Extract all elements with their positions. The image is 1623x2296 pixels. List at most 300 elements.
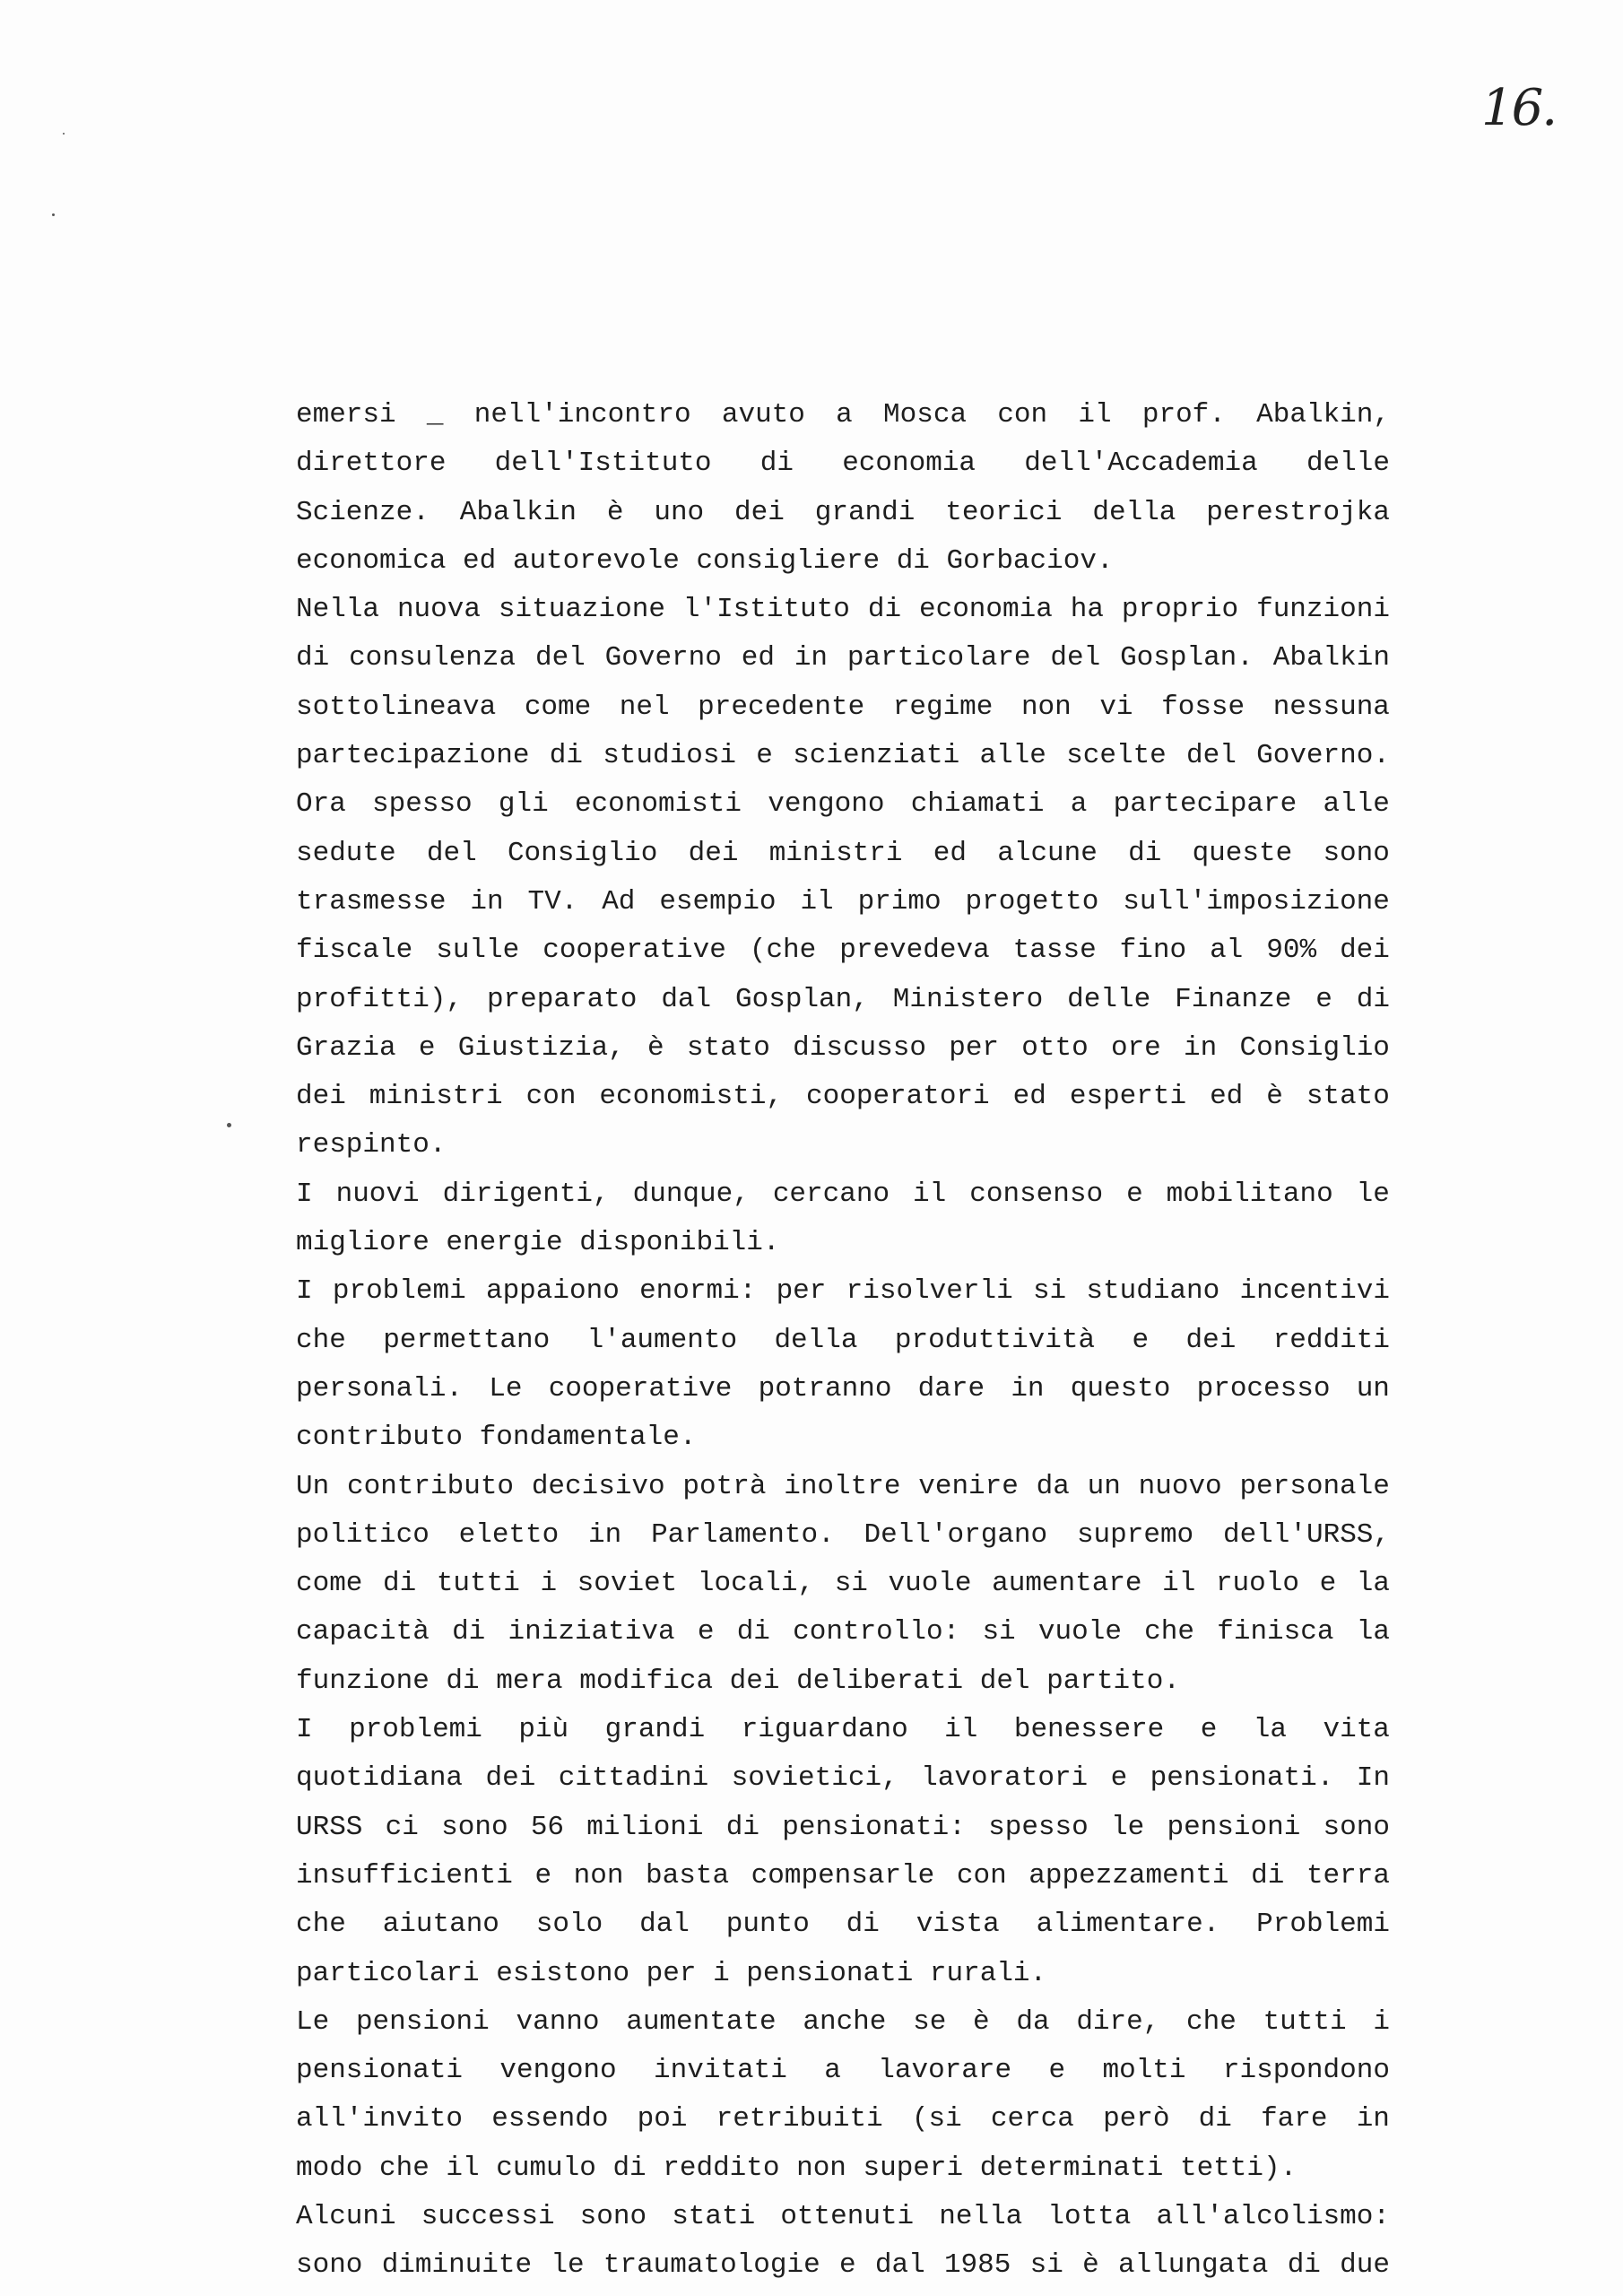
text-line: [296, 926, 1390, 975]
word: teorici: [945, 496, 1063, 528]
text-line: [296, 2193, 1390, 2241]
word: della: [774, 1324, 858, 1356]
word: nel: [619, 691, 670, 723]
word: potranno: [758, 1372, 892, 1405]
word: trasmesse: [296, 885, 447, 918]
word: di: [725, 1811, 759, 1843]
text-line: [296, 1073, 1390, 1121]
word: TV.: [527, 885, 578, 918]
word: scelte: [1066, 740, 1167, 772]
word: chiamati: [910, 788, 1045, 821]
word: dei: [1185, 1324, 1237, 1356]
word: di: [296, 642, 330, 674]
text-line: [296, 1560, 1390, 1608]
word: tutti: [436, 1568, 520, 1600]
word: punto: [725, 1909, 810, 1941]
word: cittadini: [558, 1762, 709, 1795]
word: Abalkin,: [1256, 399, 1390, 430]
word: grandi: [814, 496, 916, 528]
word: si: [1029, 2249, 1063, 2282]
word: vita: [1323, 1714, 1390, 1746]
word: prevedeva: [839, 935, 990, 967]
word: le: [551, 2249, 585, 2282]
word: aumentate: [626, 2005, 777, 2038]
word: Gosplan,: [735, 983, 869, 1015]
word: di: [1128, 837, 1162, 869]
word: potrà: [682, 1470, 767, 1502]
word: di: [759, 448, 794, 480]
word: e: [418, 1031, 436, 1064]
word: vengono: [499, 2055, 617, 2087]
word: situazione: [498, 594, 665, 626]
word: invitati: [654, 2055, 787, 2087]
word: queste: [1192, 837, 1293, 869]
word: Consiglio: [507, 837, 658, 869]
word: si: [834, 1568, 868, 1600]
word: ed: [741, 642, 775, 674]
word: vuole: [1037, 1616, 1122, 1648]
word: di: [846, 1909, 880, 1941]
word: cooperative: [542, 935, 726, 967]
word: e: [1126, 1178, 1143, 1210]
text-line: [296, 1511, 1390, 1560]
text-line: modo che il cumulo di reddito non superi determinati tetti).: [296, 2152, 1298, 2184]
word: lavorare: [878, 2055, 1012, 2087]
page-number: 16.: [1481, 79, 1557, 137]
word: Le: [489, 1372, 523, 1405]
word: e: [1110, 1762, 1128, 1795]
scan-speck: [63, 133, 65, 135]
word: però: [1103, 2103, 1170, 2135]
word: 90%: [1266, 935, 1317, 967]
word: iniziativa: [508, 1616, 675, 1648]
word: stato: [1306, 1081, 1390, 1113]
word: per: [776, 1275, 827, 1308]
word: ed: [933, 837, 967, 869]
word: nella: [939, 2200, 1023, 2232]
word: esperti: [1069, 1081, 1187, 1113]
scan-speck: [52, 213, 55, 216]
text-line: [296, 1317, 1390, 1365]
word: In: [1356, 1762, 1390, 1795]
text-line: [296, 2047, 1390, 2095]
word: anche: [803, 2005, 887, 2038]
word: stato: [686, 1031, 770, 1064]
word: sono: [1323, 1811, 1390, 1843]
word: sono: [1323, 837, 1390, 869]
word: alcune: [997, 837, 1098, 869]
word: problemi: [332, 1275, 466, 1308]
text-line: [296, 732, 1390, 780]
word: l'Istituto: [682, 594, 850, 626]
word: e: [1200, 1714, 1218, 1746]
text-line: [296, 1024, 1390, 1073]
word: redditi: [1272, 1324, 1390, 1356]
word: ed: [1210, 1081, 1244, 1113]
word: che: [296, 1909, 346, 1941]
word: processo: [1196, 1372, 1331, 1405]
word: ministri: [768, 837, 903, 869]
word: ha: [1070, 594, 1104, 626]
word: che: [1186, 2005, 1237, 2038]
word: di: [1287, 2249, 1321, 2282]
word: prof.: [1141, 399, 1226, 430]
word: di: [549, 740, 583, 772]
word: venire: [918, 1470, 1019, 1502]
word: del: [426, 837, 477, 869]
word: supremo: [1076, 1518, 1194, 1551]
word: scienziati: [793, 740, 960, 772]
word: grandi: [604, 1714, 706, 1746]
word: i: [540, 1568, 558, 1600]
word: dal: [661, 983, 712, 1015]
text-line: [296, 830, 1390, 878]
word: produttività: [894, 1324, 1096, 1356]
word: l'aumento: [586, 1324, 738, 1356]
word: particolare: [846, 642, 1031, 674]
word: 1985: [943, 2249, 1011, 2282]
word: incentivi: [1239, 1275, 1390, 1308]
word: enormi:: [639, 1275, 757, 1308]
word: otto: [1021, 1031, 1089, 1064]
word: dire,: [1076, 2005, 1160, 2038]
word: soviet: [577, 1568, 678, 1600]
word: con: [997, 399, 1048, 430]
word: Le: [296, 2005, 330, 2038]
word: dirigenti,: [442, 1178, 610, 1210]
word: personali.: [296, 1372, 464, 1405]
word: dal: [874, 2249, 925, 2282]
word: inoltre: [784, 1470, 901, 1502]
word: essendo: [491, 2103, 609, 2135]
word: sulle: [436, 935, 520, 967]
word: Mosca: [883, 399, 968, 430]
word: fosse: [1161, 691, 1245, 723]
word: personale: [1239, 1470, 1390, 1502]
word: basta: [646, 1859, 730, 1892]
word: proprio: [1121, 594, 1239, 626]
word: un: [1087, 1470, 1121, 1502]
word: permettano: [383, 1324, 551, 1356]
word: dei: [1340, 935, 1390, 967]
word: di: [452, 1616, 486, 1648]
word: vanno: [516, 2005, 600, 2038]
word: la: [1356, 1568, 1390, 1600]
word: alle: [979, 740, 1046, 772]
word: sull'imposizione: [1123, 885, 1390, 918]
word: è: [647, 1031, 664, 1064]
word: dei: [688, 837, 739, 869]
word: ottenuti: [780, 2200, 915, 2232]
word: a: [1070, 788, 1088, 821]
word: come: [524, 691, 592, 723]
word: all'invito: [296, 2103, 464, 2135]
text-line: [296, 2095, 1390, 2144]
word: profitti),: [296, 983, 464, 1015]
word: cooperatori: [806, 1081, 990, 1113]
word: Ora: [296, 788, 346, 821]
word: fino: [1119, 935, 1187, 967]
text-line: [296, 1463, 1390, 1511]
word: I: [296, 1714, 313, 1746]
word: pensionati:: [782, 1811, 966, 1843]
word: dell'Accademia: [1024, 448, 1258, 480]
word: è: [606, 496, 624, 528]
word: e: [1315, 983, 1332, 1015]
word: quotidiana: [296, 1762, 464, 1795]
word: della: [1092, 496, 1176, 528]
word: dell'URSS,: [1222, 1518, 1390, 1551]
word: cercano: [772, 1178, 890, 1210]
text-line: [296, 1852, 1390, 1900]
word: di: [1356, 983, 1390, 1015]
text-line: [296, 1998, 1390, 2047]
word: Governo.: [1256, 740, 1390, 772]
word: al: [1210, 935, 1244, 967]
text-line: contributo fondamentale.: [296, 1422, 697, 1454]
word: che: [1144, 1616, 1194, 1648]
word: vengono: [768, 788, 885, 821]
word: si: [1032, 1275, 1067, 1308]
word: che: [296, 1324, 346, 1356]
text-line: funzione di mera modifica dei deliberati del partito.: [296, 1665, 1180, 1697]
word: diminuite: [381, 2249, 533, 2282]
scan-speck: [227, 1123, 231, 1127]
word: nuovi: [335, 1178, 420, 1210]
word: a: [824, 2055, 841, 2087]
word: le: [1356, 1178, 1390, 1210]
word: (si: [911, 2103, 962, 2135]
word: _: [426, 399, 444, 430]
word: controllo:: [793, 1616, 960, 1648]
word: Finanze: [1175, 983, 1292, 1015]
word: da: [1036, 1470, 1070, 1502]
word: appezzamenti: [1028, 1859, 1229, 1892]
word: decisivo: [531, 1470, 665, 1502]
word: è: [973, 2005, 990, 2038]
word: allungata: [1117, 2249, 1269, 2282]
word: tutti: [1263, 2005, 1347, 2038]
word: Problemi: [1256, 1909, 1390, 1941]
word: capacità: [296, 1616, 430, 1648]
word: progetto: [965, 885, 1099, 918]
word: studiano: [1086, 1275, 1220, 1308]
word: dei: [485, 1762, 536, 1795]
word: e: [1048, 2055, 1066, 2087]
word: delle: [1067, 983, 1151, 1015]
word: (che: [749, 935, 817, 967]
word: ed: [1012, 1081, 1046, 1113]
word: la: [1253, 1714, 1288, 1746]
word: pensionati.: [1150, 1762, 1334, 1795]
text-line: [296, 1170, 1390, 1219]
text-line: economica ed autorevole consigliere di Gorbaciov.: [296, 544, 1114, 577]
word: gli: [498, 788, 549, 821]
word: due: [1340, 2249, 1390, 2282]
text-line: [296, 634, 1390, 683]
word: di: [1198, 2103, 1232, 2135]
word: e: [756, 740, 773, 772]
word: dare: [917, 1372, 985, 1405]
word: Grazia: [296, 1031, 396, 1064]
word: precedente: [698, 691, 865, 723]
word: partecipazione: [296, 740, 530, 772]
word: uno: [654, 496, 705, 528]
text-line: [296, 2241, 1390, 2290]
word: politico: [296, 1518, 430, 1551]
word: dell'Istituto: [494, 448, 712, 480]
word: è: [1266, 1081, 1283, 1113]
word: Nella: [296, 594, 380, 626]
word: I: [296, 1178, 313, 1210]
word: dei: [734, 496, 785, 528]
word: rispondono: [1222, 2055, 1390, 2087]
word: milioni: [586, 1811, 704, 1843]
word: esempio: [659, 885, 777, 918]
word: all'alcolismo:: [1156, 2200, 1390, 2232]
word: nuova: [396, 594, 481, 626]
word: Consiglio: [1239, 1031, 1390, 1064]
body-text: [296, 391, 1390, 2291]
word: come: [296, 1568, 363, 1600]
word: traumatologie: [603, 2249, 820, 2282]
word: questo: [1070, 1372, 1171, 1405]
text-line: [296, 586, 1390, 634]
word: risolverli: [846, 1275, 1013, 1308]
word: economisti,: [599, 1081, 784, 1113]
text-line: [296, 489, 1390, 537]
text-line: [296, 1365, 1390, 1413]
word: Parlamento.: [651, 1518, 835, 1551]
word: insufficienti: [296, 1859, 513, 1892]
text-line: [296, 878, 1390, 926]
word: terra: [1306, 1859, 1390, 1892]
word: economisti: [574, 788, 742, 821]
word: Ministero: [892, 983, 1044, 1015]
word: aumentare: [992, 1568, 1142, 1600]
word: del: [1050, 642, 1101, 674]
word: stati: [672, 2200, 756, 2232]
word: in: [1356, 2103, 1390, 2135]
word: in: [1184, 1031, 1218, 1064]
word: se: [913, 2005, 947, 2038]
word: da: [1016, 2005, 1050, 2038]
word: riguardano: [741, 1714, 908, 1746]
word: Giustizia,: [457, 1031, 625, 1064]
word: sono: [579, 2200, 647, 2232]
word: funzioni: [1256, 594, 1390, 626]
word: per: [949, 1031, 1000, 1064]
word: sono: [441, 1811, 508, 1843]
word: appaiono: [485, 1275, 620, 1308]
word: sono: [296, 2249, 363, 2282]
word: Scienze.: [296, 496, 430, 528]
word: e: [1132, 1324, 1150, 1356]
text-line: [296, 976, 1390, 1024]
word: cooperative: [548, 1372, 733, 1405]
text-line: migliore energie disponibili.: [296, 1227, 780, 1259]
word: I: [296, 1275, 313, 1308]
text-line: [296, 1900, 1390, 1949]
text-line: [296, 1267, 1390, 1316]
word: Abalkin: [459, 496, 577, 528]
word: retribuiti: [716, 2103, 883, 2135]
word: il: [944, 1714, 978, 1746]
word: e: [1319, 1568, 1337, 1600]
word: non: [573, 1859, 624, 1892]
word: e: [838, 2249, 856, 2282]
word: con: [525, 1081, 577, 1113]
word: e: [534, 1859, 552, 1892]
word: vi: [1099, 691, 1133, 723]
word: vista: [916, 1909, 1000, 1941]
word: benessere: [1013, 1714, 1165, 1746]
word: eletto: [458, 1518, 560, 1551]
word: contributo: [347, 1470, 515, 1502]
word: studiosi: [603, 740, 737, 772]
text-line: [296, 1804, 1390, 1852]
word: discusso: [793, 1031, 926, 1064]
word: fare: [1261, 2103, 1328, 2135]
word: economia: [842, 448, 976, 480]
word: sedute: [296, 837, 396, 869]
word: di: [736, 1616, 770, 1648]
word: i: [1373, 2005, 1390, 2038]
word: ci: [385, 1811, 419, 1843]
word: spesso: [988, 1811, 1089, 1843]
word: pensionati: [296, 2055, 464, 2087]
word: nuovo: [1138, 1470, 1222, 1502]
word: dei: [296, 1081, 346, 1113]
word: Abalkin: [1272, 642, 1390, 674]
word: solo: [535, 1909, 603, 1941]
word: vuole: [888, 1568, 972, 1600]
word: direttore: [296, 448, 447, 480]
word: problemi: [349, 1714, 482, 1746]
word: poi: [637, 2103, 688, 2135]
word: Alcuni: [296, 2200, 396, 2232]
word: Ad: [602, 885, 636, 918]
word: spesso: [372, 788, 473, 821]
word: in: [1011, 1372, 1045, 1405]
word: molti: [1102, 2055, 1186, 2087]
word: non: [1020, 691, 1072, 723]
word: in: [588, 1518, 622, 1551]
word: partecipare: [1113, 788, 1298, 821]
word: dunque,: [632, 1178, 750, 1210]
word: URSS: [296, 1811, 363, 1843]
word: con: [956, 1859, 1007, 1892]
word: ore: [1110, 1031, 1161, 1064]
word: a: [836, 399, 853, 430]
word: Un: [296, 1470, 330, 1502]
word: sottolineava: [296, 691, 497, 723]
text-line: [296, 683, 1390, 732]
word: si: [982, 1616, 1016, 1648]
word: lavoratori: [921, 1762, 1089, 1795]
word: ruolo: [1215, 1568, 1299, 1600]
word: primo: [857, 885, 942, 918]
word: aiutano: [382, 1909, 499, 1941]
word: in: [470, 885, 504, 918]
word: in: [794, 642, 829, 674]
word: le: [1111, 1811, 1145, 1843]
word: del: [534, 642, 586, 674]
word: Governo: [604, 642, 722, 674]
text-line: particolari esistono per i pensionati rurali.: [296, 1957, 1047, 1989]
word: cerca: [990, 2103, 1074, 2135]
text-line: respinto.: [296, 1129, 447, 1161]
